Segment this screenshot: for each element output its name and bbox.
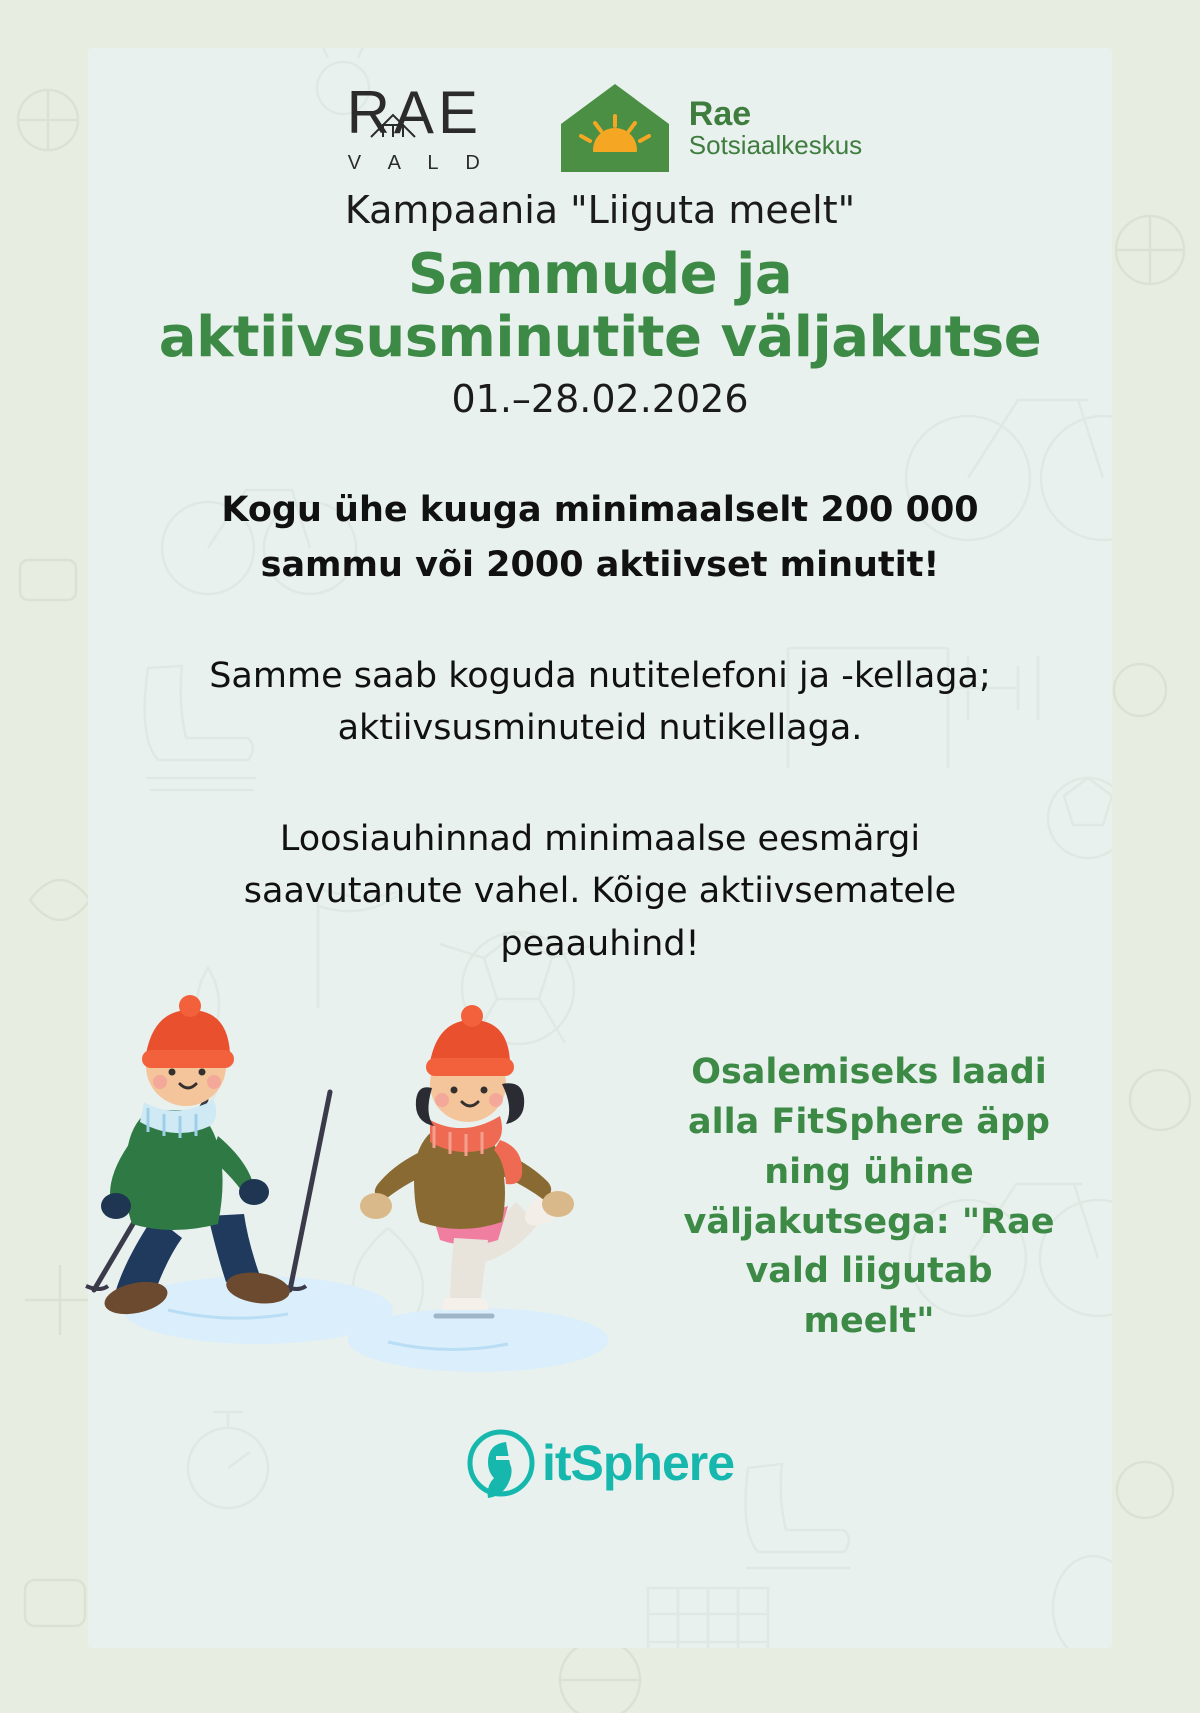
rae-sotsiaalkeskus-logo [555, 80, 862, 176]
fitsphere-wordmark: itSphere [541, 1435, 735, 1492]
rae-vald-monogram-icon [361, 107, 481, 141]
illustration-and-cta-row [88, 980, 1112, 1410]
fitsphere-f-icon [466, 1428, 536, 1498]
goal-text: Kogu ühe kuuga minimaalselt 200 000 sammu või 2000 aktiivset minutit! [221, 490, 979, 585]
sunrise-house-icon [555, 80, 675, 176]
winter-skiing-skating-kids-illustration [58, 980, 618, 1400]
campaign-dates: 01.–28.02.2026 [451, 377, 749, 422]
campaign-subtitle: Kampaania "Liiguta meelt" [344, 188, 856, 232]
poster-card [88, 48, 1112, 1648]
fitsphere-logo [88, 1428, 1112, 1498]
page-title: Sammude ja aktiivsusminutite väljakutse [158, 242, 1042, 370]
cta-text: Osalemiseks laadi alla FitSphere äpp ning ühine väljakutsega: "Rae vald liigutab meelt" [683, 1052, 1055, 1341]
logo-row [88, 48, 1112, 174]
poster-content [88, 48, 1112, 1648]
rae-vald-logo [338, 79, 491, 174]
paragraph-devices: Samme saab koguda nutitelefoni ja -kellaga; aktiivsusminuteid nutikellaga. [209, 655, 991, 749]
sotsiaalkeskus-line1: Rae [688, 94, 752, 133]
rae-vald-wordmark: RAE [346, 79, 482, 146]
sotsiaalkeskus-line2: Sotsiaalkeskus [688, 130, 863, 161]
rae-vald-subtext: V A L D [347, 152, 491, 174]
paragraph-prizes: Loosiauhinnad minimaalse eesmärgi saavutanute vahel. Kõige aktiivsematele peaauhind! [243, 818, 957, 964]
